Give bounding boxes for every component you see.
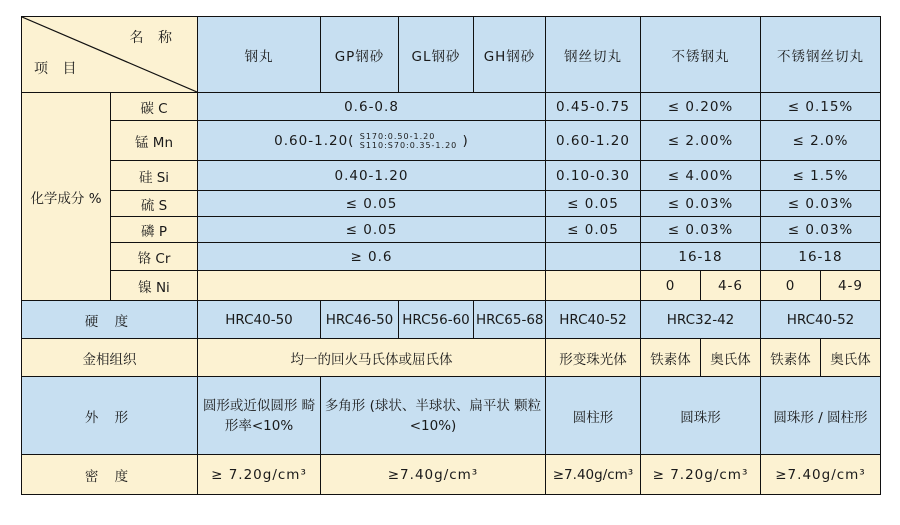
chem-mn-wire: 0.60-1.20 (546, 121, 641, 161)
shape-stainless-wire: 圆珠形 / 圆柱形 (761, 377, 881, 455)
microstructure-label: 金相组织 (22, 339, 198, 377)
chem-mn-steel-note (360, 132, 458, 150)
hardness-gl-grit: HRC56-60 (399, 301, 474, 339)
chem-s-steel: ≤ 0.05 (198, 191, 546, 217)
micro-cut-wire: 形变珠光体 (546, 339, 641, 377)
chem-p-ss-ball: ≤ 0.03% (641, 217, 761, 243)
chem-s-ss-ball: ≤ 0.03% (641, 191, 761, 217)
chem-p-ss-wire: ≤ 0.03% (761, 217, 881, 243)
header-stainless-cut-wire: 不锈钢丝切丸 (761, 17, 881, 93)
chem-si-steel: 0.40-1.20 (198, 161, 546, 191)
chem-element-si: 硅 Si (111, 161, 198, 191)
chem-ni-ss-ball-austenitic: 4-6 (701, 271, 761, 301)
chem-element-p: 磷 P (111, 217, 198, 243)
shape-stainless-shot: 圆珠形 (641, 377, 761, 455)
header-gl-grit: GL钢砂 (399, 17, 474, 93)
header-stainless-shot: 不锈钢丸 (641, 17, 761, 93)
hardness-stainless-wire: HRC40-52 (761, 301, 881, 339)
chem-si-ss-ball: ≤ 4.00% (641, 161, 761, 191)
chem-c-ss-wire: ≤ 0.15% (761, 93, 881, 121)
hardness-gh-grit: HRC65-68 (474, 301, 546, 339)
header-corner-cell (22, 17, 198, 93)
chem-element-ni: 镍 Ni (111, 271, 198, 301)
chem-group-label: 化学成分 % (22, 93, 111, 301)
density-cut-wire: ≥7.40g/cm³ (546, 455, 641, 495)
chem-si-wire: 0.10-0.30 (546, 161, 641, 191)
chem-ni-ss-ball-ferritic: 0 (641, 271, 701, 301)
shape-label: 外 形 (22, 377, 198, 455)
chem-ni-ss-wire-austenitic: 4-9 (821, 271, 881, 301)
density-steel-shot: ≥ 7.20g/cm³ (198, 455, 321, 495)
density-stainless-wire: ≥7.40g/cm³ (761, 455, 881, 495)
chem-ni-steel (198, 271, 546, 301)
hardness-cut-wire: HRC40-52 (546, 301, 641, 339)
chem-si-ss-wire: ≤ 1.5% (761, 161, 881, 191)
density-stainless-shot: ≥ 7.20g/cm³ (641, 455, 761, 495)
chem-s-wire: ≤ 0.05 (546, 191, 641, 217)
corner-name-label: 名 称 (129, 30, 177, 46)
chem-c-ss-ball: ≤ 0.20% (641, 93, 761, 121)
micro-steel: 均一的回火马氏体或屈氏体 (198, 339, 546, 377)
header-steel-shot: 钢丸 (198, 17, 321, 93)
chem-mn-steel-main: 0.60-1.20( (274, 132, 355, 149)
chem-cr-ss-wire: 16-18 (761, 243, 881, 271)
chem-element-c: 碳 C (111, 93, 198, 121)
micro-ss-ball-ferritic: 铁素体 (641, 339, 701, 377)
hardness-gp-grit: HRC46-50 (321, 301, 399, 339)
hardness-stainless-shot: HRC32-42 (641, 301, 761, 339)
chem-p-wire: ≤ 0.05 (546, 217, 641, 243)
specification-table (21, 16, 881, 495)
shape-grit: 多角形 (球状、半球状、扁平状 颗粒<10%) (321, 377, 546, 455)
density-grit: ≥7.40g/cm³ (321, 455, 546, 495)
chem-ni-ss-wire-ferritic: 0 (761, 271, 821, 301)
micro-ss-ball-austenitic: 奥氏体 (701, 339, 761, 377)
micro-ss-wire-ferritic: 铁素体 (761, 339, 821, 377)
shape-cut-wire: 圆柱形 (546, 377, 641, 455)
chem-cr-steel: ≥ 0.6 (198, 243, 546, 271)
corner-item-label: 项 目 (34, 61, 82, 77)
chem-element-cr: 铬 Cr (111, 243, 198, 271)
header-gh-grit: GH钢砂 (474, 17, 546, 93)
header-gp-grit: GP钢砂 (321, 17, 399, 93)
chem-mn-ss-ball: ≤ 2.00% (641, 121, 761, 161)
chem-c-wire: 0.45-0.75 (546, 93, 641, 121)
micro-ss-wire-austenitic: 奥氏体 (821, 339, 881, 377)
chem-s-ss-wire: ≤ 0.03% (761, 191, 881, 217)
chem-cr-ss-ball: 16-18 (641, 243, 761, 271)
shape-steel-shot: 圆形或近似圆形 畸形率<10% (198, 377, 321, 455)
chem-mn-steel-close: ) (462, 132, 469, 149)
hardness-label: 硬 度 (22, 301, 198, 339)
chem-c-steel: 0.6-0.8 (198, 93, 546, 121)
chem-element-s: 硫 S (111, 191, 198, 217)
chem-element-mn: 锰 Mn (111, 121, 198, 161)
density-label: 密 度 (22, 455, 198, 495)
chem-ni-wire (546, 271, 641, 301)
chem-mn-note-2: S110:S70:0.35-1.20 (359, 140, 458, 150)
chem-mn-ss-wire: ≤ 2.0% (761, 121, 881, 161)
hardness-steel-shot: HRC40-50 (198, 301, 321, 339)
chem-mn-note-1: S170:0.50-1.20 (359, 131, 436, 141)
header-cut-wire: 钢丝切丸 (546, 17, 641, 93)
chem-mn-steel (198, 121, 546, 161)
chem-cr-wire (546, 243, 641, 271)
chem-p-steel: ≤ 0.05 (198, 217, 546, 243)
